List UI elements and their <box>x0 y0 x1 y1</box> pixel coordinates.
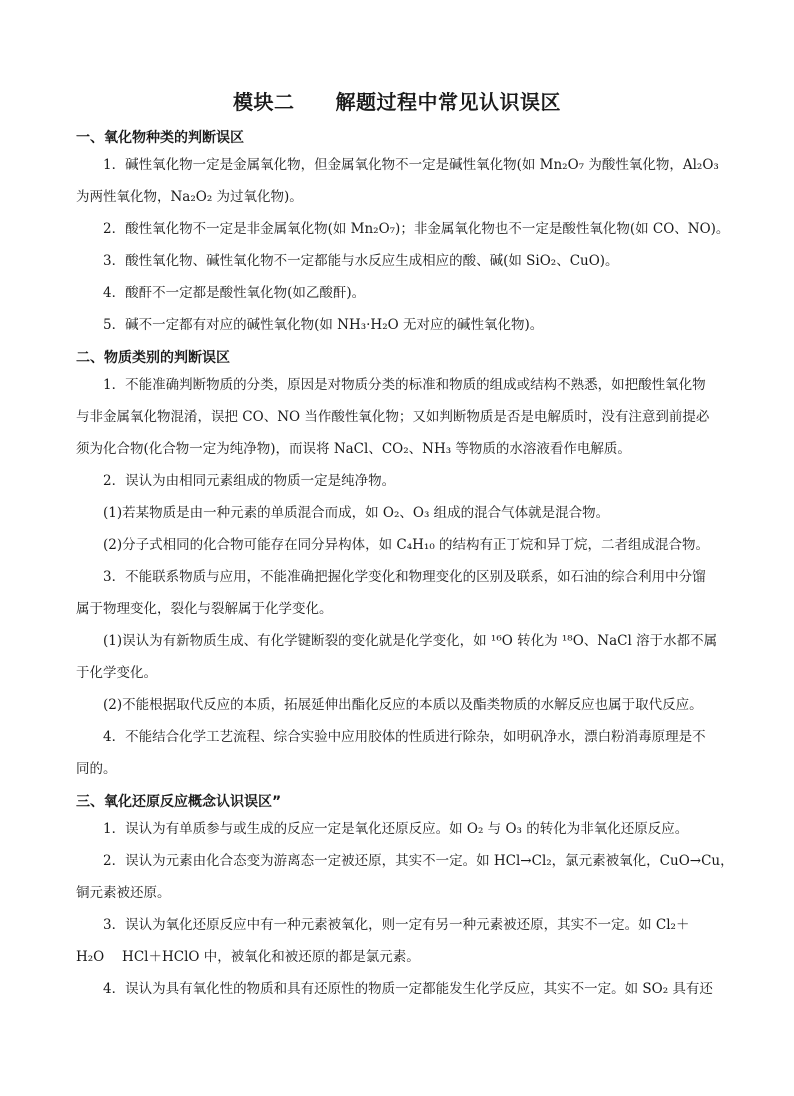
paragraph-line: 与非金属氧化物混淆，误把 CO、NO 当作酸性氧化物；又如判断物质是否是电解质时，没有注意到前提必 <box>76 409 710 425</box>
paragraph: 4．酸酐不一定都是酸性氧化物(如乙酸酐)。 <box>103 285 366 301</box>
paragraph <box>76 721 732 785</box>
paragraph-line: 属于物理变化，裂化与裂解属于化学变化。 <box>76 601 333 617</box>
page-title: 模块二 解题过程中常见认识误区 <box>233 90 561 114</box>
paragraph: 1．误认为有单质参与或生成的反应一定是氧化还原反应。如 O₂ 与 O₃ 的转化为非氧化还原反应。 <box>103 821 689 837</box>
paragraph: 4．误认为具有氧化性的物质和具有还原性的物质一定都能发生化学反应，其实不一定。如 SO₂ 具有还 <box>103 981 713 997</box>
paragraph: 3．酸性氧化物、碱性氧化物不一定都能与水反应生成相应的酸、碱(如 SiO₂、CuO)。 <box>103 253 619 269</box>
paragraph <box>76 149 732 213</box>
paragraph: 2．误认为由相同元素组成的物质一定是纯净物。 <box>103 473 396 489</box>
paragraph: 2．酸性氧化物不一定是非金属氧化物(如 Mn₂O₇)；非金属氧化物也不一定是酸性氧化物(如 CO、NO)。 <box>103 221 730 237</box>
paragraph <box>76 561 732 625</box>
paragraph-line: 1．碱性氧化物一定是金属氧化物，但金属氧化物不一定是碱性氧化物(如 Mn₂O₇ 为酸性氧化物，Al₂O₃ <box>103 157 719 173</box>
paragraph-line: 3．误认为氧化还原反应中有一种元素被氧化，则一定有另一种元素被还原，其实不一定。如 Cl₂＋ <box>103 917 690 933</box>
section-heading: 二、物质类别的判断误区 <box>76 350 230 366</box>
paragraph-line: 同的。 <box>76 761 117 777</box>
paragraph-line: 1．不能准确判断物质的分类，原因是对物质分类的标准和物质的组成或结构不熟悉，如把酸性氧化物 <box>103 377 706 393</box>
paragraph-line: 4．不能结合化学工艺流程、综合实验中应用胶体的性质进行除杂，如明矾净水，漂白粉消毒原理是不 <box>103 729 706 745</box>
paragraph <box>76 369 732 465</box>
paragraph: 5．碱不一定都有对应的碱性氧化物(如 NH₃·H₂O 无对应的碱性氧化物)。 <box>103 317 544 333</box>
paragraph: (2)分子式相同的化合物可能存在同分异构体，如 C₄H₁₀ 的结构有正丁烷和异丁烷，二者组成混合物。 <box>103 537 710 553</box>
paragraph-line: H₂O HCl＋HClO 中，被氧化和被还原的都是氯元素。 <box>76 949 420 965</box>
paragraph <box>76 625 732 689</box>
paragraph: (2)不能根据取代反应的本质，拓展延伸出酯化反应的本质以及酯类物质的水解反应也属于取代反应。 <box>103 697 703 713</box>
paragraph-line: 须为化合物(化合物一定为纯净物)，而误将 NaCl、CO₂、NH₃ 等物质的水溶液看作电解质。 <box>76 441 631 457</box>
paragraph-line: 为两性氧化物，Na₂O₂ 为过氧化物)。 <box>76 189 303 205</box>
paragraph-line: (1)误认为有新物质生成、有化学键断裂的变化就是化学变化，如 ¹⁶O 转化为 ¹⁸O、NaCl 溶于水都不属 <box>103 633 718 649</box>
paragraph: (1)若某物质是由一种元素的单质混合而成，如 O₂、O₃ 组成的混合气体就是混合物。 <box>103 505 610 521</box>
paragraph-line: 2．误认为元素由化合态变为游离态一定被还原，其实不一定。如 HCl→Cl₂，氯元素被氧化，CuO→Cu， <box>103 853 734 869</box>
section-heading: 一、氧化物种类的判断误区 <box>76 130 244 146</box>
paragraph-line: 铜元素被还原。 <box>76 885 171 901</box>
paragraph-line: 3．不能联系物质与应用，不能准确把握化学变化和物理变化的区别及联系，如石油的综合利用中分馏 <box>103 569 706 585</box>
section-heading: 三、氧化还原反应概念认识误区” <box>76 794 282 810</box>
paragraph-line: 于化学变化。 <box>76 665 157 681</box>
paragraph <box>76 845 732 909</box>
paragraph <box>76 909 732 973</box>
